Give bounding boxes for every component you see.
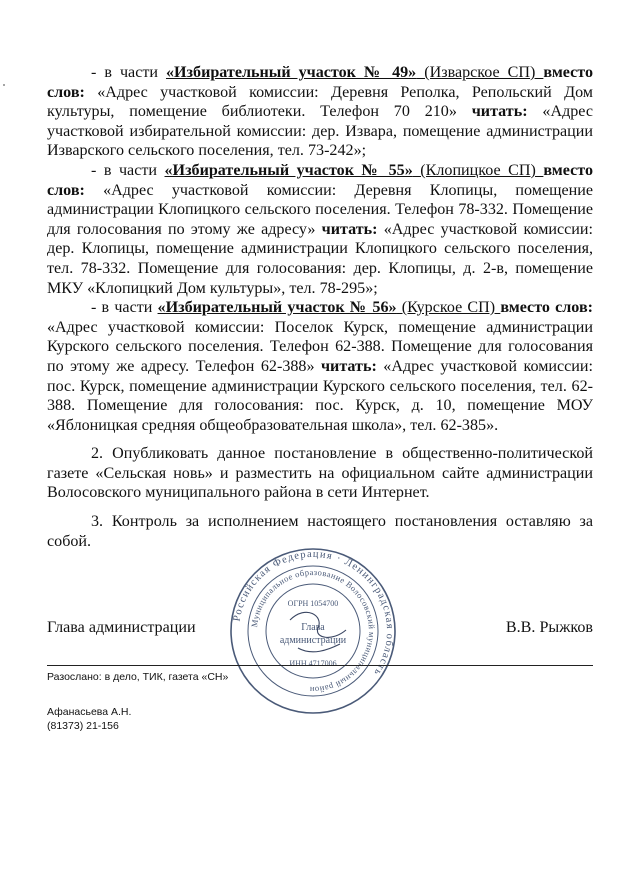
control-paragraph: 3. Контроль за исполнением настоящего постановления оставляю за собой. bbox=[47, 513, 593, 550]
stamp-outer-text: Российская Федерация · Ленинградская область bbox=[231, 548, 396, 679]
signer-name: В.В. Рыжков bbox=[505, 619, 593, 636]
section-name: «Избирательный участок № 49» bbox=[165, 64, 417, 81]
amendment-prefix: - в части bbox=[91, 161, 165, 179]
instead-of-label: вместо слов: bbox=[47, 161, 593, 199]
stamp-inner-text: Муниципальное образование Волосовский муниципальный район bbox=[249, 566, 378, 696]
old-text: «Адрес участковой комиссии: Деревня Клопицы, помещение администрации Клопицкого сельского поселения. Телефон 78-332. Помещение для голосования по этому же адресу» bbox=[47, 181, 593, 238]
section-name: «Избирательный участок № 56» bbox=[157, 299, 397, 317]
stamp-inn: ИНН 4717006 bbox=[289, 659, 337, 668]
executor-name: Афанасьева А.Н. bbox=[47, 706, 132, 718]
stamp-ogrn: ОГРН 1054700 bbox=[287, 599, 339, 608]
read-as-label: читать: bbox=[471, 103, 528, 121]
stamp-center-line-2: администрации bbox=[279, 635, 347, 646]
old-text: «Адрес участковой комиссии: Поселок Курск, помещение администрации Курского сельского поселения. Телефон 62-388. Помещение для голосования по этому же адресу. Телефон 62-388» bbox=[47, 318, 593, 375]
scan-speck bbox=[3, 84, 5, 86]
instead-of-label: вместо слов: bbox=[47, 64, 594, 101]
publication-paragraph: 2. Опубликовать данное постановление в общественно-политической газете «Сельская новь» и разместить на официальном сайте администрации Волосовского муниципального района в сети Интернет. bbox=[47, 445, 593, 502]
read-as-label: читать: bbox=[321, 220, 378, 238]
settlement-name: (Клопицкое СП) bbox=[412, 161, 544, 179]
new-text: «Адрес участковой комиссии: пос. Курск, помещение администрации Курского сельского поселения, тел. 62-388. Помещение для голосования: пос. Курск, д. 10, помещение МОУ «Яблоницкая средняя общеобразовательная школа», тел. 62-385». bbox=[47, 357, 593, 434]
read-as-label: читать: bbox=[320, 357, 377, 375]
section-name: «Избирательный участок № 55» bbox=[164, 161, 413, 179]
amendment-paragraph bbox=[47, 63, 593, 161]
amendment-paragraph bbox=[47, 298, 593, 435]
signer-title: Глава администрации bbox=[47, 619, 196, 636]
document-body bbox=[47, 63, 593, 551]
amendment-prefix: - в части bbox=[91, 64, 166, 81]
stamp-center-line-1: Глава bbox=[301, 622, 325, 633]
amendment-paragraph bbox=[47, 161, 593, 298]
settlement-name: (Курское СП) bbox=[396, 299, 501, 317]
footer-divider bbox=[47, 665, 593, 666]
amendment-prefix: - в части bbox=[91, 299, 158, 317]
old-text: «Адрес участковой комиссии: Деревня Реполка, Репольский Дом культуры, помещение библиотеки. Телефон 70 210» bbox=[47, 83, 593, 121]
executor-phone: (81373) 21-156 bbox=[47, 720, 119, 732]
instead-of-label: вместо слов: bbox=[500, 299, 594, 317]
new-text: «Адрес участковой избирательной комиссии: дер. Извара, помещение администрации Изварского сельского поселения, тел. 73-242»; bbox=[47, 103, 593, 160]
executor-block bbox=[47, 705, 131, 733]
distribution-list: Разослано: в дело, ТИК, газета «СН» bbox=[47, 671, 229, 683]
settlement-name: (Изварское СП) bbox=[416, 64, 544, 81]
new-text: «Адрес участковой комиссии: дер. Клопицы, помещение администрации Клопицкого сельского поселения, тел. 78-332. Помещение для голосования: дер. Клопицы, д. 2-в, помещение МКУ «Клопицкий Дом культуры», тел. 78-295»; bbox=[47, 220, 593, 297]
official-stamp bbox=[228, 546, 398, 716]
